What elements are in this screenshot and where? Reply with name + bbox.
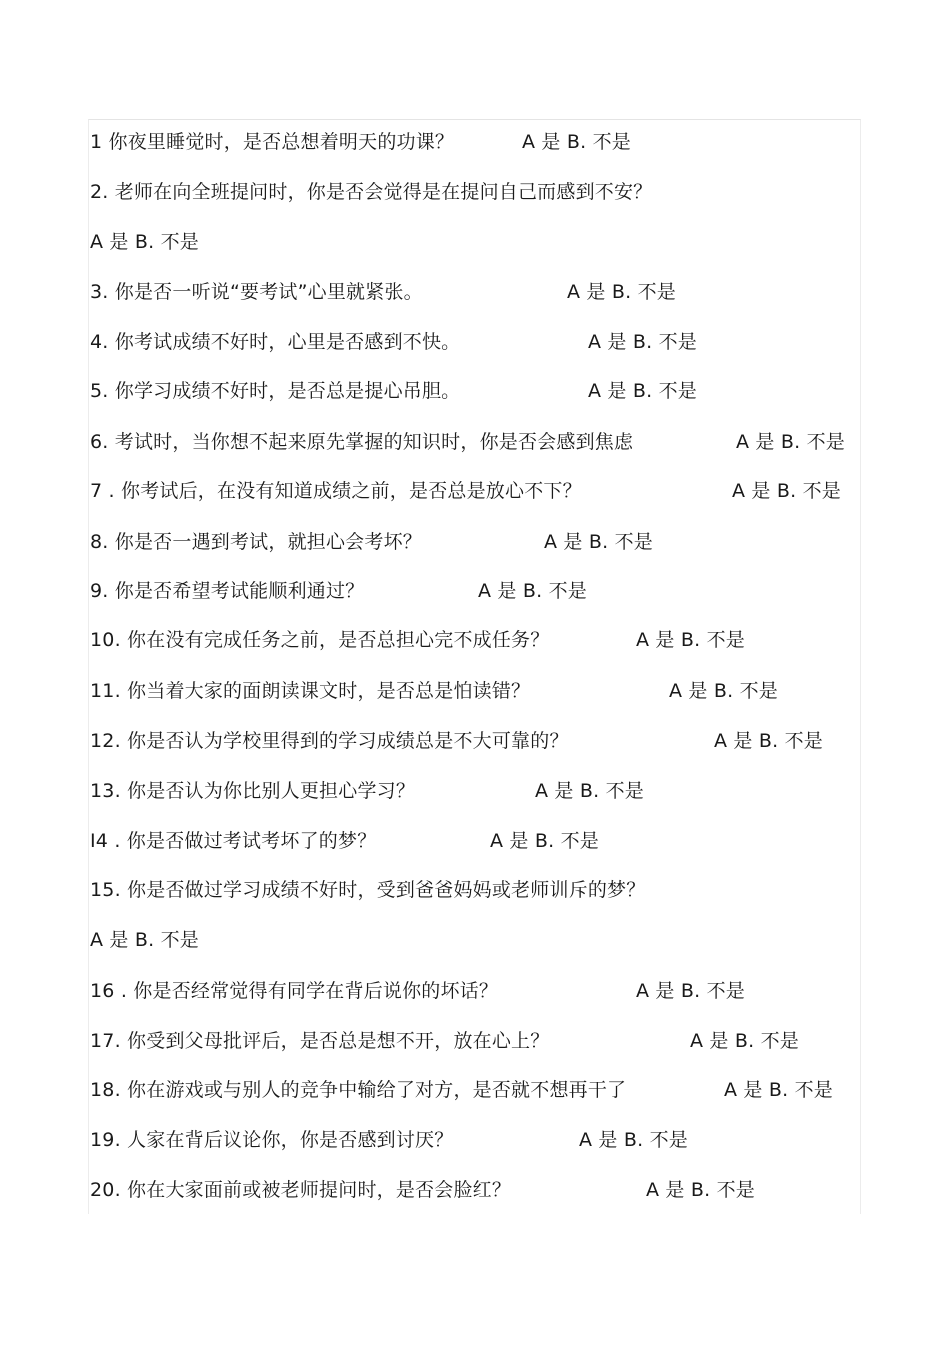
question-9 xyxy=(90,579,587,603)
answer-options: A 是 B. 不是 xyxy=(646,1179,755,1201)
answer-options: A 是 B. 不是 xyxy=(567,281,676,303)
question-6 xyxy=(90,430,845,454)
question-4 xyxy=(90,330,697,354)
question-text: 19. 人家在背后议论你，你是否感到讨厌？ xyxy=(90,1129,454,1151)
question-13 xyxy=(90,779,644,803)
question-7 xyxy=(90,479,841,503)
question-text: 11. 你当着大家的面朗读课文时，是否总是怕读错？ xyxy=(90,680,531,702)
answer-options: A 是 B. 不是 xyxy=(669,680,778,702)
answer-options: A 是 B. 不是 xyxy=(579,1129,688,1151)
question-text: 2. 老师在向全班提问时，你是否会觉得是在提问自己而感到不安？ xyxy=(90,181,653,203)
answer-options: A 是 B. 不是 xyxy=(736,431,845,453)
question-text: 17. 你受到父母批评后，是否总是想不开，放在心上？ xyxy=(90,1030,550,1052)
question-15-options xyxy=(90,928,199,952)
question-1 xyxy=(90,130,631,154)
question-text: 12. 你是否认为学校里得到的学习成绩总是不大可靠的？ xyxy=(90,730,569,752)
answer-options: A 是 B. 不是 xyxy=(544,531,653,553)
question-text: 3. 你是否一听说“要考试”心里就紧张。 xyxy=(90,281,423,303)
answer-options: A 是 B. 不是 xyxy=(90,231,199,253)
question-12 xyxy=(90,729,823,753)
question-19 xyxy=(90,1128,688,1152)
question-2 xyxy=(90,180,652,204)
question-5 xyxy=(90,379,697,403)
answer-options: A 是 B. 不是 xyxy=(588,331,697,353)
question-8 xyxy=(90,530,653,554)
question-text: 4. 你考试成绩不好时，心里是否感到不快。 xyxy=(90,331,461,353)
answer-options: A 是 B. 不是 xyxy=(636,629,745,651)
answer-options: A 是 B. 不是 xyxy=(90,929,199,951)
answer-options: A 是 B. 不是 xyxy=(690,1030,799,1052)
question-text: 16 . 你是否经常觉得有同学在背后说你的坏话？ xyxy=(90,980,499,1002)
answer-options: A 是 B. 不是 xyxy=(535,780,644,802)
answer-options: A 是 B. 不是 xyxy=(478,580,587,602)
answer-options: A 是 B. 不是 xyxy=(732,480,841,502)
question-text: 9. 你是否希望考试能顺利通过？ xyxy=(90,580,365,602)
answer-options: A 是 B. 不是 xyxy=(714,730,823,752)
question-text: 8. 你是否一遇到考试，就担心会考坏？ xyxy=(90,531,422,553)
answer-options: A 是 B. 不是 xyxy=(490,830,599,852)
question-text: 15. 你是否做过学习成绩不好时，受到爸爸妈妈或老师训斥的梦？ xyxy=(90,879,646,901)
answer-options: A 是 B. 不是 xyxy=(588,380,697,402)
question-10 xyxy=(90,628,745,652)
question-18 xyxy=(90,1078,833,1102)
question-2-options xyxy=(90,230,199,254)
answer-options: A 是 B. 不是 xyxy=(724,1079,833,1101)
question-text: 20. 你在大家面前或被老师提问时，是否会脸红？ xyxy=(90,1179,512,1201)
question-3 xyxy=(90,280,676,304)
question-20 xyxy=(90,1178,755,1202)
question-text: 7 . 你考试后，在没有知道成绩之前，是否总是放心不下？ xyxy=(90,480,582,502)
answer-options: A 是 B. 不是 xyxy=(636,980,745,1002)
question-text: 1 你夜里睡觉时，是否总想着明天的功课？ xyxy=(90,131,455,153)
question-text: 5. 你学习成绩不好时，是否总是提心吊胆。 xyxy=(90,380,461,402)
question-text: 18. 你在游戏或与别人的竞争中输给了对方，是否就不想再干了 xyxy=(90,1079,627,1101)
question-15 xyxy=(90,878,645,902)
question-14 xyxy=(90,829,599,853)
question-text: 6. 考试时，当你想不起来原先掌握的知识时，你是否会感到焦虑 xyxy=(90,431,634,453)
question-17 xyxy=(90,1029,799,1053)
question-16 xyxy=(90,979,745,1003)
question-11 xyxy=(90,679,778,703)
question-text: 13. 你是否认为你比别人更担心学习？ xyxy=(90,780,416,802)
question-text: I4 . 你是否做过考试考坏了的梦？ xyxy=(90,830,377,852)
answer-options: A 是 B. 不是 xyxy=(522,131,631,153)
question-text: 10. 你在没有完成任务之前，是否总担心完不成任务？ xyxy=(90,629,550,651)
